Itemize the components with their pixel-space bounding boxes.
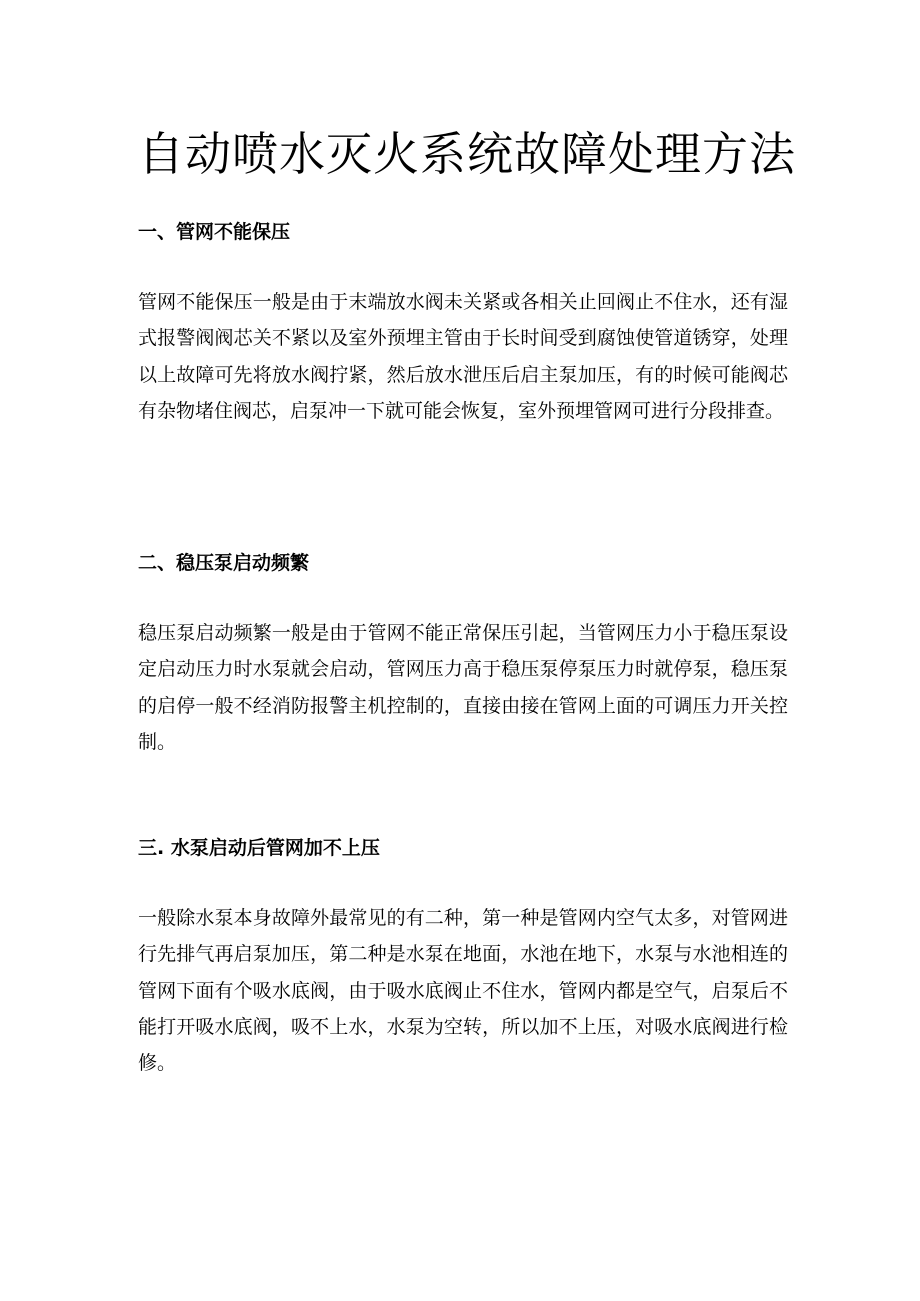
section-body-jockey-pump: 稳压泵启动频繁一般是由于管网不能正常保压引起，当管网压力小于稳压泵设定启动压力时水泵就会启动，管网压力高于稳压泵停泵压力时就停泵，稳压泵的启停一般不经消防报警主机控制的，直接由接在管网上面的可调压力开关控制。 [138, 622, 788, 753]
section-heading-pump-no-pressure: 三. 水泵启动后管网加不上压 [138, 837, 380, 859]
section-heading-jockey-pump: 二、稳压泵启动频繁 [138, 552, 310, 574]
section-heading-pipe-pressure: 一、管网不能保压 [138, 221, 291, 243]
section-body-pipe-pressure: 管网不能保压一般是由于末端放水阀未关紧或各相关止回阀止不住水，还有湿式报警阀阀芯关不紧以及室外预埋主管由于长时间受到腐蚀使管道锈穿，处理以上故障可先将放水阀拧紧，然后放水泄压后启主泵加压，有的时候可能阀芯有杂物堵住阀芯，启泵冲一下就可能会恢复，室外预埋管网可进行分段排查。 [138, 291, 788, 422]
document-title: 自动喷水灭火系统故障处理方法 [138, 127, 796, 181]
section-body-pump-no-pressure: 一般除水泵本身故障外最常见的有二种，第一种是管网内空气太多，对管网进行先排气再启泵加压，第二种是水泵在地面，水池在地下，水泵与水池相连的管网下面有个吸水底阀，由于吸水底阀止不住水，管网内都是空气，启泵后不能打开吸水底阀，吸不上水，水泵为空转，所以加不上压，对吸水底阀进行检修。 [138, 907, 788, 1075]
